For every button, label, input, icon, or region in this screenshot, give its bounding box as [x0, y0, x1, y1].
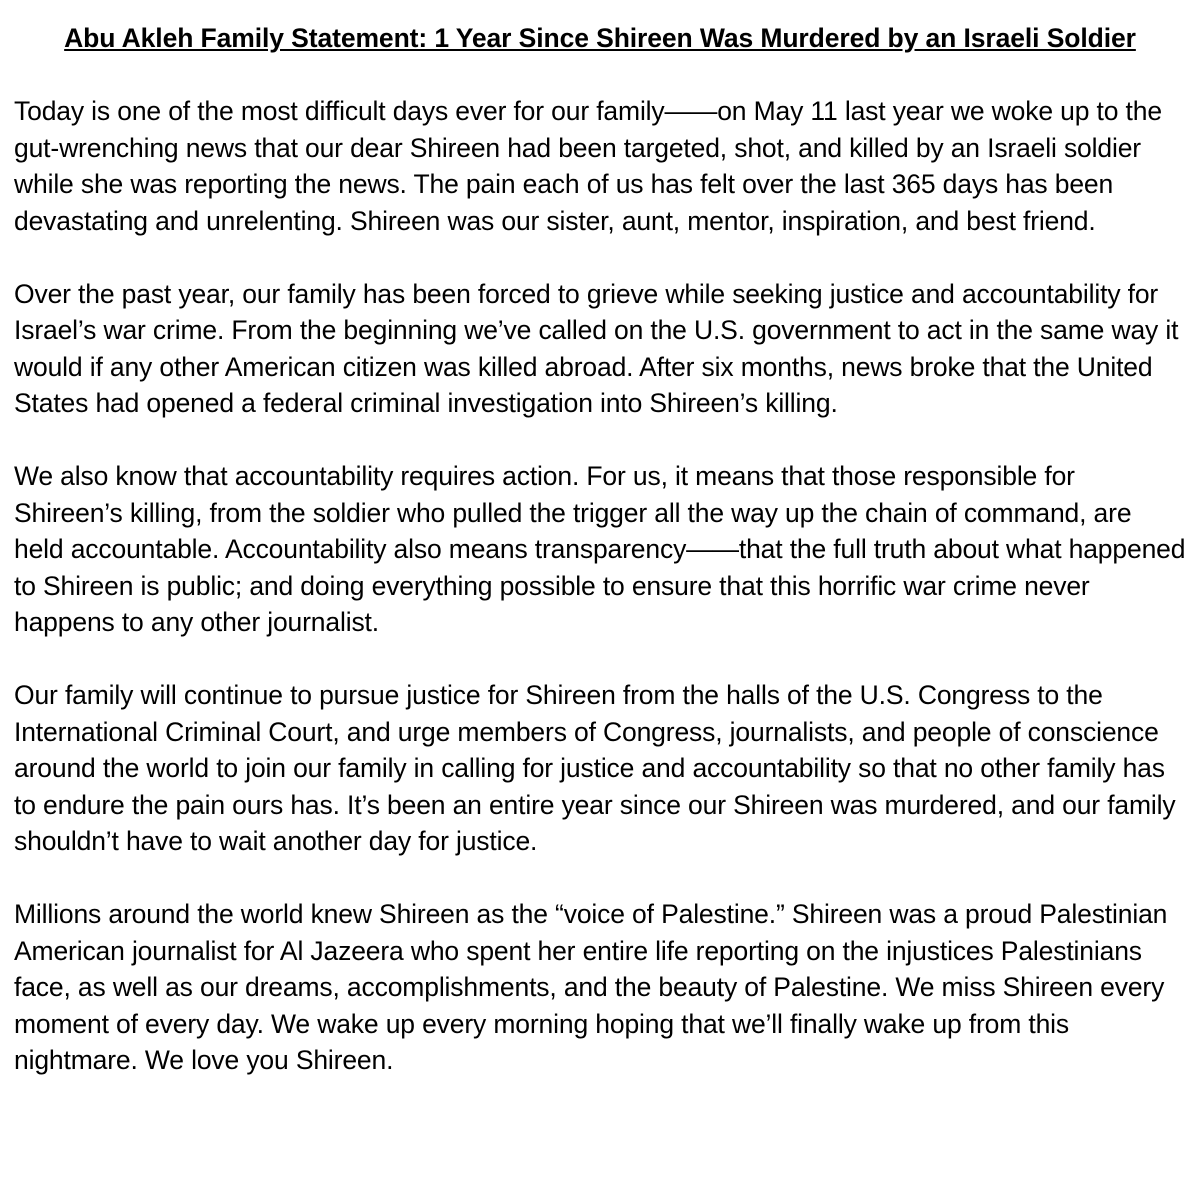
paragraph-anniversary: Today is one of the most difficult days ever for our family——on May 11 last year we woke up to the gut-wrenching news that our dear Shireen had been targeted, shot, and killed by an Israeli soldier while she was reporting the news. The pain each of us has felt over the last 365 days has been devastating and unrelenting. Shireen was our sister, aunt, mentor, inspiration, and best friend. [14, 96, 1162, 236]
document-title: Abu Akleh Family Statement: 1 Year Since Shireen Was Murdered by an Israeli Soldier [64, 23, 1136, 53]
paragraph-past-year: Over the past year, our family has been forced to grieve while seeking justice and accountability for Israel’s war crime. From the beginning we’ve called on the U.S. government to act in the same way it would if any other American citizen was killed abroad. After six months, news broke that the United States had opened a federal criminal investigation into Shireen’s killing. [14, 278, 1179, 418]
paragraph-accountability: We also know that accountability requires action. For us, it means that those responsible for Shireen’s killing, from the soldier who pulled the trigger all the way up the chain of command, are held accountable. Accountability also means transparency——that the full truth about what happened to Shireen is public; and doing everything possible to ensure that this horrific war crime never happens to any other journalist. [14, 461, 1186, 637]
paragraph-voice-of-palestine: Millions around the world knew Shireen as the “voice of Palestine.” Shireen was a proud Palestinian American journalist for Al Jazeera who spent her entire life reporting on the injustices Palestinians face, as well as our dreams, accomplishments, and the beauty of Palestine. We miss Shireen every moment of every day. We wake up every morning hoping that we’ll finally wake up from this nightmare. We love you Shireen. [14, 899, 1168, 1075]
paragraph-pursue-justice: Our family will continue to pursue justice for Shireen from the halls of the U.S. Congress to the International Criminal Court, and urge members of Congress, journalists, and people of conscience around the world to join our family in calling for justice and accountability so that no other family has to endure the pain ours has. It’s been an entire year since our Shireen was murdered, and our family shouldn’t have to wait another day for justice. [14, 680, 1176, 856]
statement-document [14, 20, 1186, 1079]
